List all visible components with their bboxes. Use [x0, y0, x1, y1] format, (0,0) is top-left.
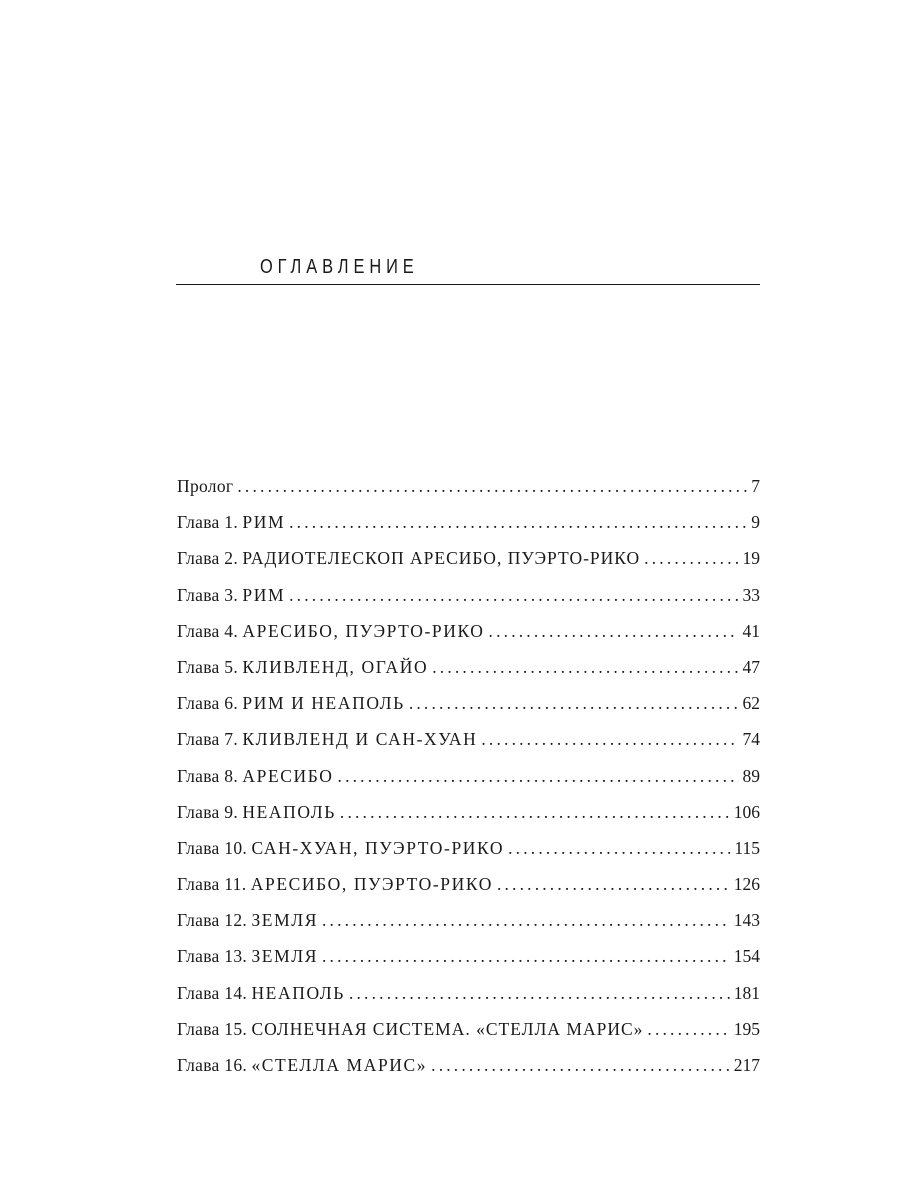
toc-entry-label: [177, 766, 334, 787]
toc-entry-title: РИМ И НЕАПОЛЬ: [242, 693, 405, 714]
toc-entry-chapter: Пролог: [177, 476, 234, 496]
toc-entry-page: 89: [742, 765, 760, 786]
toc-entry-chapter: Глава 1.: [177, 512, 239, 533]
toc-entry-leader: [431, 1055, 730, 1076]
toc-entry-chapter-10[interactable]: [177, 838, 760, 874]
toc-entry-chapter: Глава 13.: [177, 946, 248, 967]
toc-entry-chapter: Глава 16.: [177, 1055, 248, 1075]
toc-entry-chapter: Глава 3.: [177, 584, 239, 605]
toc-entry-page: 74: [742, 729, 760, 750]
toc-entry-label: [177, 621, 485, 642]
toc-entry-page: 217: [733, 1055, 760, 1075]
toc-entry-page: 62: [742, 693, 760, 714]
toc-entry-chapter-4[interactable]: [177, 621, 760, 657]
toc-entry-title: КЛИВЛЕНД И САН-ХУАН: [242, 729, 478, 750]
toc-entry-title: «СТЕЛЛА МАРИС»: [251, 1055, 428, 1075]
toc-entry-page: 181: [733, 982, 760, 1003]
toc-entry-chapter-12[interactable]: [177, 910, 760, 946]
toc-entry-leader: [489, 621, 739, 642]
toc-entry-chapter-16[interactable]: [177, 1055, 760, 1091]
toc-entry-leader: [409, 693, 739, 714]
toc-entry-page: 47: [742, 656, 760, 677]
toc-entry-leader: [497, 874, 730, 895]
toc-entry-page: 7: [751, 476, 760, 496]
toc-entry-chapter-6[interactable]: [177, 693, 760, 729]
toc-entry-page: 154: [733, 946, 760, 967]
toc-entry-label: [177, 1019, 643, 1040]
toc-entry-page: 33: [742, 584, 760, 605]
toc-list: [177, 476, 760, 1091]
toc-entry-title: КЛИВЛЕНД, ОГАЙО: [242, 656, 429, 677]
toc-entry-chapter: Глава 11.: [177, 874, 247, 895]
toc-entry-label: [177, 983, 345, 1004]
toc-entry-chapter: Глава 14.: [177, 982, 248, 1003]
toc-entry-title: РИМ: [242, 512, 286, 533]
toc-entry-title: ЗЕМЛЯ: [251, 946, 318, 967]
toc-heading-text: ОГЛАВЛЕНИЕ: [260, 256, 419, 278]
toc-entry-label: [177, 946, 318, 967]
toc-entry-label: [177, 1055, 427, 1076]
toc-entry-page: 106: [733, 801, 760, 822]
toc-entry-leader: [349, 983, 730, 1004]
toc-entry-title: НЕАПОЛЬ: [251, 982, 345, 1003]
toc-entry-chapter: Глава 12.: [177, 910, 248, 931]
toc-entry-label: [177, 874, 493, 895]
toc-entry-chapter-15[interactable]: [177, 1019, 760, 1055]
toc-entry-leader: [644, 548, 738, 569]
toc-entry-chapter-2[interactable]: [177, 548, 760, 584]
toc-entry-chapter-11[interactable]: [177, 874, 760, 910]
toc-entry-title: РИМ: [242, 584, 286, 605]
toc-entry-page: 41: [742, 620, 760, 641]
toc-entry-leader: [322, 946, 730, 967]
toc-entry-leader: [647, 1019, 729, 1040]
toc-entry-title: ЗЕМЛЯ: [251, 910, 318, 931]
toc-entry-leader: [289, 512, 747, 533]
toc-entry-chapter-3[interactable]: [177, 585, 760, 621]
toc-entry-page: 9: [751, 512, 760, 533]
toc-entry-chapter: Глава 10.: [177, 837, 248, 858]
toc-entry-label: [177, 910, 318, 931]
toc-heading: [176, 252, 760, 285]
toc-entry-leader: [289, 585, 738, 606]
toc-entry-title: АРЕСИБО, ПУЭРТО-РИКО: [250, 874, 493, 895]
toc-entry-page: 19: [742, 548, 760, 569]
toc-entry-chapter: Глава 8.: [177, 765, 239, 786]
toc-entry-chapter: Глава 4.: [177, 620, 239, 641]
toc-entry-label: [177, 657, 428, 678]
toc-entry-prologue[interactable]: [177, 476, 760, 512]
toc-entry-leader: [432, 657, 738, 678]
toc-entry-chapter-13[interactable]: [177, 946, 760, 982]
toc-entry-label: [177, 693, 405, 714]
toc-entry-leader: [338, 766, 739, 787]
toc-entry-title: АРЕСИБО: [242, 765, 334, 786]
toc-entry-title: НЕАПОЛЬ: [242, 801, 336, 822]
toc-entry-leader: [340, 802, 730, 823]
toc-entry-page: 115: [734, 837, 760, 858]
toc-entry-chapter-14[interactable]: [177, 983, 760, 1019]
toc-entry-label: [177, 476, 233, 497]
toc-entry-leader: [322, 910, 730, 931]
toc-entry-chapter: Глава 5.: [177, 656, 239, 677]
toc-entry-chapter: Глава 7.: [177, 729, 239, 750]
toc-entry-chapter-7[interactable]: [177, 729, 760, 765]
toc-entry-label: [177, 512, 285, 533]
toc-entry-title: АРЕСИБО, ПУЭРТО-РИКО: [242, 620, 485, 641]
toc-entry-label: [177, 585, 285, 606]
toc-entry-label: [177, 802, 336, 823]
toc-entry-page: 195: [733, 1018, 760, 1039]
toc-entry-chapter: Глава 9.: [177, 801, 239, 822]
toc-entry-leader: [508, 838, 730, 859]
toc-entry-label: [177, 838, 504, 859]
toc-entry-leader: [481, 729, 738, 750]
toc-entry-chapter-5[interactable]: [177, 657, 760, 693]
toc-entry-page: 126: [733, 874, 760, 895]
toc-entry-chapter-1[interactable]: [177, 512, 760, 548]
toc-entry-chapter-9[interactable]: [177, 802, 760, 838]
toc-entry-chapter: Глава 6.: [177, 693, 239, 714]
toc-entry-label: [177, 548, 640, 569]
toc-entry-label: [177, 729, 477, 750]
toc-entry-chapter-8[interactable]: [177, 766, 760, 802]
toc-entry-chapter: Глава 15.: [177, 1018, 248, 1039]
toc-entry-title: САН-ХУАН, ПУЭРТО-РИКО: [251, 837, 505, 858]
toc-entry-title: СОЛНЕЧНАЯ СИСТЕМА. «СТЕЛЛА МАРИС»: [251, 1018, 644, 1039]
toc-entry-leader: [237, 476, 747, 497]
toc-entry-chapter: Глава 2.: [177, 548, 239, 569]
toc-entry-title: РАДИОТЕЛЕСКОП АРЕСИБО, ПУЭРТО-РИКО: [242, 548, 641, 569]
toc-entry-page: 143: [733, 910, 760, 931]
